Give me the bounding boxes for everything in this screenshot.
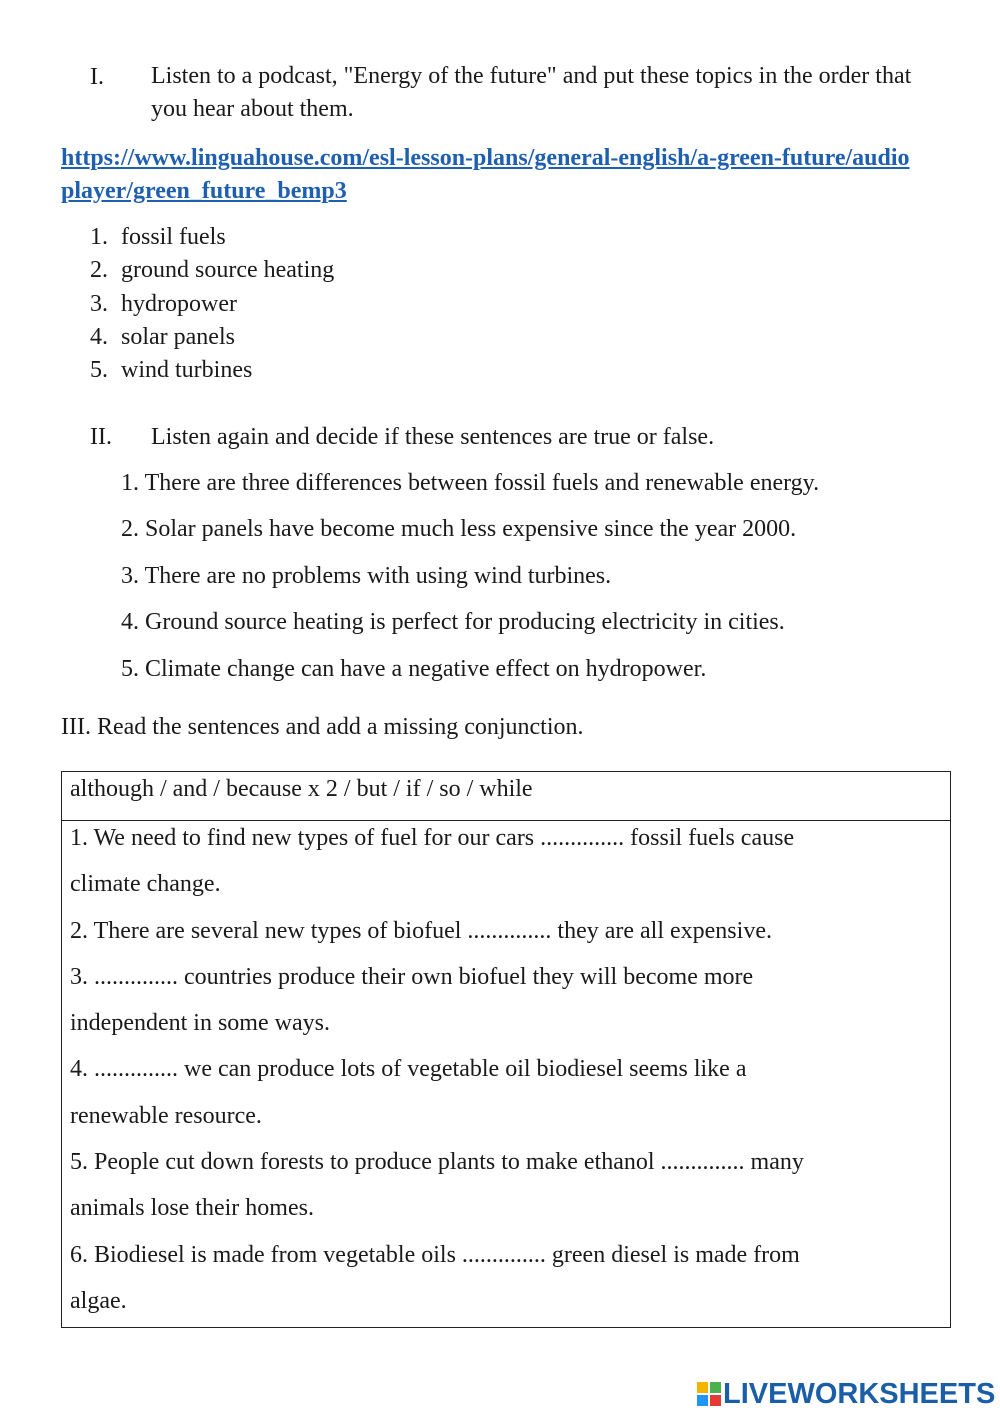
exercise-line: 3. .............. countries produce their own biofuel they will become more xyxy=(70,963,754,990)
list-item xyxy=(90,288,334,321)
true-false-sentence: 2. Solar panels have become much less expensive since the year 2000. xyxy=(121,516,797,543)
list-item-number: 4. xyxy=(90,323,108,350)
list-item xyxy=(90,321,334,354)
true-false-sentence: 4. Ground source heating is perfect for producing electricity in cities. xyxy=(121,609,785,636)
list-item xyxy=(90,254,334,287)
true-false-list xyxy=(121,467,819,699)
list-item-number: 1. xyxy=(90,224,108,250)
liveworksheets-logo xyxy=(697,1378,995,1410)
section-2-number: II. xyxy=(90,424,112,450)
podcast-link[interactable]: https://www.linguahouse.com/esl-lesson-plans/general-english/a-green-future/audioplayer/green_future_bemp3 xyxy=(61,145,910,204)
section-3-instruction: III. Read the sentences and add a missing conjunction. xyxy=(61,714,584,740)
exercise-line: animals lose their homes. xyxy=(70,1195,314,1222)
list-item-number: 2. xyxy=(90,257,108,284)
list-item-text: ground source heating xyxy=(121,257,335,284)
list-item-text: hydropower xyxy=(121,290,237,317)
conjunction-table xyxy=(61,771,951,1328)
true-false-sentence: 3. There are no problems with using wind turbines. xyxy=(121,562,612,589)
list-item xyxy=(90,221,334,254)
logo-square-icon xyxy=(697,1395,708,1406)
exercise-line: 2. There are several new types of biofuel .............. they are all expensive. xyxy=(70,917,772,944)
list-item-text: wind turbines xyxy=(121,357,253,384)
section-1-instruction: Listen to a podcast, "Energy of the future" and put these topics in the order that you hear about them. xyxy=(151,63,912,122)
topic-list xyxy=(90,221,334,387)
list-item-number: 3. xyxy=(90,290,108,317)
exercise-line: 6. Biodiesel is made from vegetable oils .............. green diesel is made from xyxy=(70,1241,800,1268)
exercise-line: 1. We need to find new types of fuel for our cars .............. fossil fuels cause xyxy=(70,825,795,851)
exercise-line: climate change. xyxy=(70,871,221,898)
list-item-text: solar panels xyxy=(121,323,235,350)
word-bank-row xyxy=(62,772,950,821)
logo-text: LIVEWORKSHEETS xyxy=(723,1378,996,1410)
true-false-sentence: 1. There are three differences between fossil fuels and renewable energy. xyxy=(121,470,820,496)
exercise-line: algae. xyxy=(70,1287,127,1314)
exercise-line: 5. People cut down forests to produce plants to make ethanol .............. many xyxy=(70,1149,804,1176)
section-1-number: I. xyxy=(90,64,104,90)
list-item-text: fossil fuels xyxy=(121,224,226,250)
word-bank: although / and / because x 2 / but / if / so / while xyxy=(70,776,533,802)
logo-square-icon xyxy=(710,1382,721,1393)
logo-square-icon xyxy=(697,1382,708,1393)
logo-square-icon xyxy=(710,1395,721,1406)
exercise-line: independent in some ways. xyxy=(70,1010,330,1037)
logo-grid-icon xyxy=(697,1382,721,1406)
exercise-line: renewable resource. xyxy=(70,1102,262,1129)
exercise-line: 4. .............. we can produce lots of vegetable oil biodiesel seems like a xyxy=(70,1056,747,1083)
list-item-number: 5. xyxy=(90,357,108,384)
section-2-instruction: Listen again and decide if these sentences are true or false. xyxy=(151,424,715,450)
exercise-sentences xyxy=(70,820,942,1329)
true-false-sentence: 5. Climate change can have a negative effect on hydropower. xyxy=(121,655,707,682)
list-item xyxy=(90,354,334,387)
